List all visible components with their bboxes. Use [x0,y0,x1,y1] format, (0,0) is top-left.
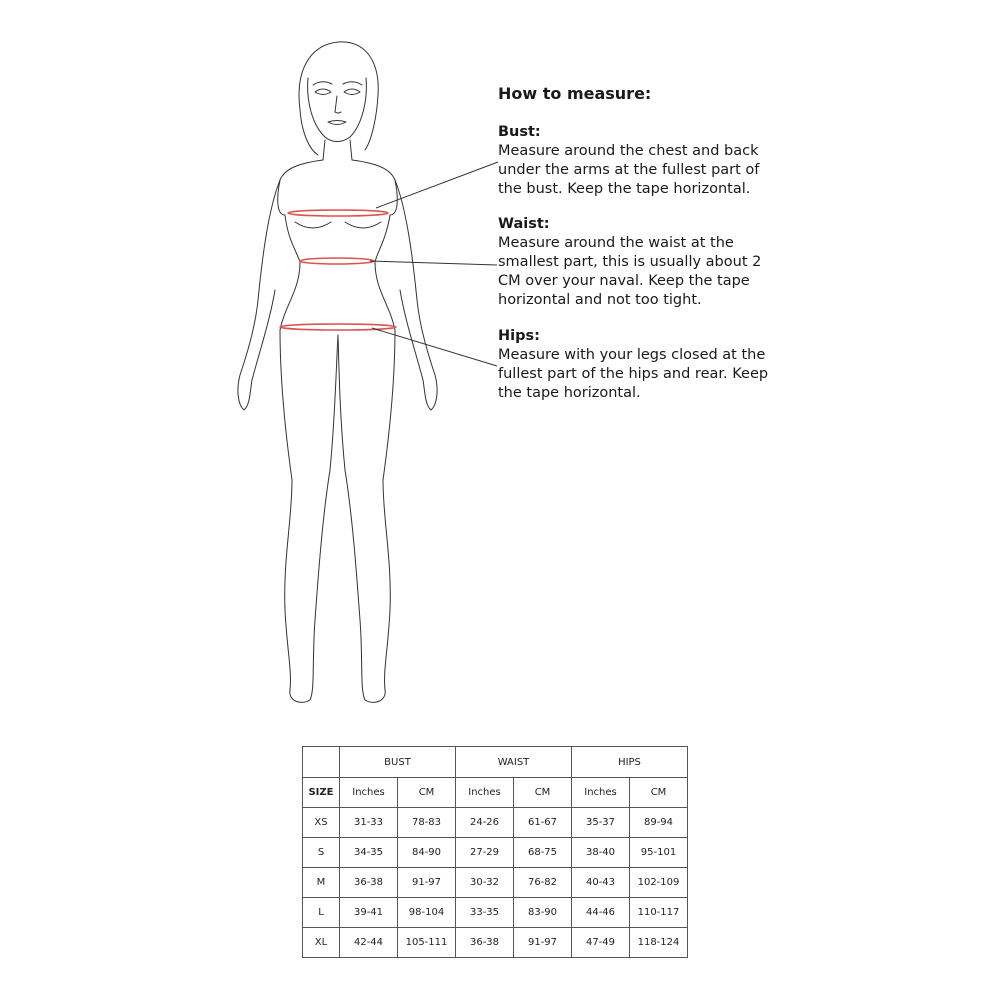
nose [335,96,341,113]
table-cell: 35-37 [572,808,630,838]
table-cell: 83-90 [514,898,572,928]
table-cell: 34-35 [340,838,398,868]
torso-left [278,160,323,330]
bust-tape [288,210,388,216]
group-header-row [303,747,688,778]
waist-instructions [498,215,788,310]
hips-callout-line [372,328,497,366]
table-cell: 42-44 [340,928,398,958]
hips-text: Measure with your legs closed at the fullest part of the hips and rear. Keep the tape horizontal. [498,347,769,401]
table-cell: 76-82 [514,868,572,898]
unit-header: CM [630,778,688,808]
table-cell: 38-40 [572,838,630,868]
left-brow [313,82,332,85]
table-cell: 24-26 [456,808,514,838]
unit-header: CM [514,778,572,808]
waist-tape [300,258,374,264]
table-cell: 44-46 [572,898,630,928]
bust-text: Measure around the chest and back under the arms at the fullest part of the bust. Keep the tape horizontal. [498,143,760,197]
size-cell: XS [303,808,340,838]
table-cell: 31-33 [340,808,398,838]
table-cell: 84-90 [398,838,456,868]
left-leg [280,330,338,702]
corner-cell [303,747,340,778]
bust-callout-line [376,162,498,208]
guide-title: How to measure: [498,84,652,103]
group-header-waist: WAIST [456,747,572,778]
right-brow [343,82,362,85]
table-cell: 102-109 [630,868,688,898]
size-cell: L [303,898,340,928]
right-eye [344,89,360,95]
table-cell: 30-32 [456,868,514,898]
table-row [303,838,688,868]
size-cell: S [303,838,340,868]
bust-title: Bust: [498,124,541,140]
size-cell: XL [303,928,340,958]
table-row [303,868,688,898]
hips-instructions [498,327,788,403]
hips-title: Hips: [498,328,540,344]
table-cell: 91-97 [514,928,572,958]
unit-header: Inches [572,778,630,808]
table-cell: 61-67 [514,808,572,838]
torso-right [352,160,397,330]
table-cell: 91-97 [398,868,456,898]
waist-title: Waist: [498,216,550,232]
left-arm [238,180,280,410]
group-header-hips: HIPS [572,747,688,778]
table-cell: 68-75 [514,838,572,868]
waist-callout-line [370,261,497,265]
bust-curves [295,222,381,228]
table-cell: 78-83 [398,808,456,838]
table-row [303,928,688,958]
size-header: SIZE [303,778,340,808]
table-cell: 27-29 [456,838,514,868]
unit-header-row [303,778,688,808]
hips-tape [280,324,396,330]
group-header-bust: BUST [340,747,456,778]
table-cell: 105-111 [398,928,456,958]
face-outline [308,78,367,142]
right-leg [338,330,395,702]
right-arm [395,180,437,410]
left-eye [315,89,331,95]
unit-header: Inches [340,778,398,808]
unit-header: Inches [456,778,514,808]
mouth [328,121,346,125]
table-row [303,808,688,838]
table-cell: 89-94 [630,808,688,838]
unit-header: CM [398,778,456,808]
table-cell: 36-38 [456,928,514,958]
waist-text: Measure around the waist at the smallest part, this is usually about 2 CM over your naval. Keep the tape horizontal and not too tight. [498,235,762,308]
table-cell: 33-35 [456,898,514,928]
table-cell: 95-101 [630,838,688,868]
table-cell: 98-104 [398,898,456,928]
hair-outline [299,42,378,155]
table-cell: 118-124 [630,928,688,958]
table-cell: 39-41 [340,898,398,928]
bust-instructions [498,123,788,199]
size-chart-table [302,746,688,958]
table-cell: 47-49 [572,928,630,958]
table-cell: 40-43 [572,868,630,898]
neck [323,140,352,160]
table-row [303,898,688,928]
table-cell: 36-38 [340,868,398,898]
table-cell: 110-117 [630,898,688,928]
size-cell: M [303,868,340,898]
